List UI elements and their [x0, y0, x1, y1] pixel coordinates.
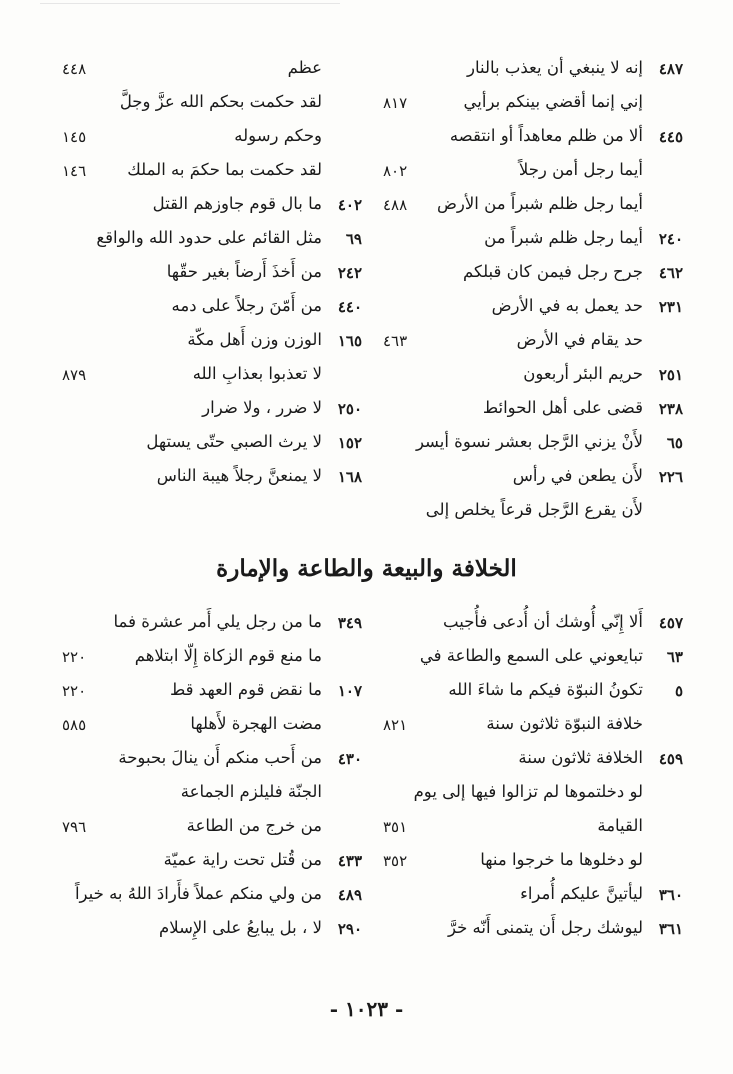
index-entry	[383, 392, 683, 426]
entry-text: لقد حكمت بما حكمَ به الملك	[127, 160, 322, 179]
entry-number: ٤٥٧	[658, 614, 683, 632]
entry-text: لا يمنعنَّ رجلاً هيبة الناس	[156, 466, 322, 485]
entry-text: ما من رجل يلي أَمر عشرة فما	[113, 612, 322, 631]
index-entry	[62, 392, 362, 426]
entry-number: ٤٠٢	[337, 196, 362, 214]
entry-text: تكونُ النبوّة فيكم ما شاءَ الله	[448, 680, 643, 699]
index-entry	[62, 708, 362, 742]
index-entry	[383, 494, 683, 528]
entry-text: لا تعذبوا بعذابِ الله	[192, 364, 322, 383]
index-entry	[383, 606, 683, 640]
entry-text: لا يرث الصبي حتّى يستهل	[146, 432, 322, 451]
entry-number: ٢٣٨	[658, 400, 683, 418]
index-entry	[62, 742, 362, 776]
entry-text: من أَحب منكم أَن ينالَ بحبوحة	[118, 748, 322, 767]
index-entry	[62, 86, 362, 120]
index-entry	[62, 460, 362, 494]
index-entry	[383, 460, 683, 494]
entry-reference: ١٤٥	[62, 128, 87, 146]
entry-text: لا ، بل يبايعُ على الإِسلام	[159, 918, 322, 937]
entry-text: من أَخذَ أَرضاً بغير حقّها	[166, 262, 322, 281]
entry-text: حد يعمل به في الأرض	[491, 296, 643, 315]
entry-text: ما منع قوم الزكاة إِلّا ابتلاهم	[134, 646, 322, 665]
entry-text: ليوشك رجل أَن يتمنى أَنّه خرَّ	[447, 918, 643, 937]
top-left-column	[62, 52, 362, 494]
entry-text: مثل القائم على حدود الله والواقع	[96, 228, 322, 247]
index-entry	[62, 256, 362, 290]
entry-reference: ٨٧٩	[62, 366, 87, 384]
entry-reference: ١٤٦	[62, 162, 87, 180]
entry-number: ٣٦٠	[658, 886, 683, 904]
index-entry	[383, 154, 683, 188]
index-entry	[62, 358, 362, 392]
entry-text: من خرج من الطاعة	[186, 816, 322, 835]
entry-text: الوزن وزن أَهل مكّة	[187, 330, 322, 349]
entry-reference: ٨١٧	[383, 94, 408, 112]
entry-text: قضى على أهل الحوائط	[482, 398, 643, 417]
entry-text: من أَمّنَ رجلاً على دمه	[171, 296, 322, 315]
entry-text: خلافة النبوّة ثلاثون سنة	[486, 714, 643, 733]
entry-text: من قُتل تحت راية عميّة	[163, 850, 322, 869]
entry-text: حد يقام في الأرض	[516, 330, 643, 349]
entry-text: لو دخلتموها لم تزالوا فيها إلى يوم	[413, 782, 643, 801]
entry-text: ألا من ظلم معاهداً أو انتقصه	[449, 126, 643, 145]
entry-text: وحكم رسوله	[234, 126, 322, 145]
entry-reference: ٢٢٠	[62, 648, 87, 666]
entry-text: ما بال قوم جاوزهم القتل	[152, 194, 322, 213]
entry-number: ٤٣٣	[337, 852, 362, 870]
index-entry	[383, 290, 683, 324]
entry-number: ٢٥٠	[337, 400, 362, 418]
index-entry	[383, 222, 683, 256]
entry-number: ٢٢٦	[658, 468, 683, 486]
index-entry	[383, 878, 683, 912]
entry-text: لأَنْ يزني الرَّجل بعشر نسوة أيسر	[415, 432, 643, 451]
entry-text: تبايعوني على السمع والطاعة في	[419, 646, 643, 665]
entry-text: أَلا إِنّي أُوشك أن أُدعى فأُجيب	[443, 612, 643, 631]
entry-reference: ٥٨٥	[62, 716, 87, 734]
index-entry	[383, 674, 683, 708]
index-entry	[62, 844, 362, 878]
entry-text: إنه لا ينبغي أن يعذب بالنار	[467, 58, 643, 77]
index-entry	[383, 742, 683, 776]
entry-number: ٢٣١	[658, 298, 683, 316]
entry-number: ١٦٥	[337, 332, 362, 350]
entry-reference: ٣٥٢	[383, 852, 408, 870]
entry-number: ٦٣	[666, 648, 683, 666]
entry-text: مضت الهجرة لأَهلها	[190, 714, 322, 733]
entry-reference: ٧٩٦	[62, 818, 87, 836]
index-entry	[62, 52, 362, 86]
entry-text: أيما رجل ظلم شبراً من	[484, 228, 643, 247]
entry-text: الخلافة ثلاثون سنة	[518, 748, 643, 767]
entry-text: جرح رجل فيمن كان قبلكم	[463, 262, 643, 281]
index-entry	[383, 324, 683, 358]
entry-number: ٢٥١	[658, 366, 683, 384]
entry-number: ٢٩٠	[337, 920, 362, 938]
entry-text: لو دخلوها ما خرجوا منها	[480, 850, 643, 869]
index-entry	[62, 120, 362, 154]
index-entry	[62, 640, 362, 674]
top-rule	[40, 3, 340, 4]
index-entry	[383, 708, 683, 742]
entry-reference: ٨٠٢	[383, 162, 408, 180]
entry-number: ٤٤٠	[337, 298, 362, 316]
index-entry	[62, 674, 362, 708]
entry-number: ١٥٢	[337, 434, 362, 452]
index-entry	[62, 606, 362, 640]
entry-number: ٤٦٢	[658, 264, 683, 282]
index-entry	[62, 324, 362, 358]
index-entry	[383, 426, 683, 460]
entry-number: ٤٨٧	[658, 60, 683, 78]
index-entry	[383, 358, 683, 392]
entry-text: لقد حكمت بحكم الله عزَّ وجلَّ	[119, 92, 322, 111]
entry-number: ٦٥	[666, 434, 683, 452]
index-entry	[383, 86, 683, 120]
index-entry	[62, 154, 362, 188]
entry-number: ١٦٨	[337, 468, 362, 486]
index-entry	[62, 776, 362, 810]
bottom-right-column	[383, 606, 683, 946]
entry-text: لأَن يقرع الرَّجل قرعاً يخلص إلى	[425, 500, 643, 519]
entry-reference: ٢٢٠	[62, 682, 87, 700]
entry-text: لا ضرر ، ولا ضرار	[202, 398, 322, 417]
index-entry	[62, 878, 362, 912]
index-entry	[62, 290, 362, 324]
entry-number: ٢٤٢	[337, 264, 362, 282]
index-entry	[383, 776, 683, 810]
entry-reference: ٤٨٨	[383, 196, 408, 214]
index-entry	[383, 844, 683, 878]
index-entry	[62, 810, 362, 844]
index-entry	[62, 222, 362, 256]
entry-text: عظم	[287, 58, 322, 77]
index-entry	[383, 256, 683, 290]
entry-number: ٣٤٩	[337, 614, 362, 632]
entry-text: من ولي منكم عملاً فأَرادَ اللهُ به خيراً	[74, 884, 322, 903]
entry-number: ١٠٧	[337, 682, 362, 700]
index-entry	[383, 640, 683, 674]
entry-text: لأَن يطعن في رأس	[512, 466, 643, 485]
top-right-column	[383, 52, 683, 528]
entry-reference: ٤٦٣	[383, 332, 408, 350]
entry-number: ٥	[674, 682, 683, 700]
entry-number: ٤٣٠	[337, 750, 362, 768]
entry-text: أيما رجل أمن رجلاً	[518, 160, 643, 179]
index-entry	[62, 426, 362, 460]
index-entry	[62, 188, 362, 222]
entry-number: ٦٩	[345, 230, 362, 248]
index-entry	[383, 188, 683, 222]
entry-text: ليأتينَّ عليكم أُمراء	[520, 884, 643, 903]
entry-text: القيامة	[597, 816, 643, 835]
section-heading: الخلافة والبيعة والطاعة والإمارة	[216, 555, 517, 582]
page-number: - ١٠٢٣ -	[329, 997, 404, 1021]
entry-text: حريم البئر أربعون	[523, 364, 643, 383]
index-entry	[383, 52, 683, 86]
entry-number: ٢٤٠	[658, 230, 683, 248]
index-entry	[62, 912, 362, 946]
index-entry	[383, 810, 683, 844]
bottom-left-column	[62, 606, 362, 946]
entry-text: إني إنما أقضي بينكم برأيي	[463, 92, 643, 111]
index-entry	[383, 120, 683, 154]
entry-text: ما نقض قوم العهد قط	[169, 680, 322, 699]
entry-number: ٣٦١	[658, 920, 683, 938]
entry-number: ٤٥٩	[658, 750, 683, 768]
entry-number: ٤٨٩	[337, 886, 362, 904]
entry-reference: ٨٢١	[383, 716, 408, 734]
index-entry	[383, 912, 683, 946]
entry-reference: ٣٥١	[383, 818, 408, 836]
entry-text: الجنّة فليلزم الجماعة	[180, 782, 322, 801]
entry-number: ٤٤٥	[658, 128, 683, 146]
entry-text: أيما رجل ظلم شبراً من الأرض	[436, 194, 643, 213]
entry-reference: ٤٤٨	[62, 60, 87, 78]
